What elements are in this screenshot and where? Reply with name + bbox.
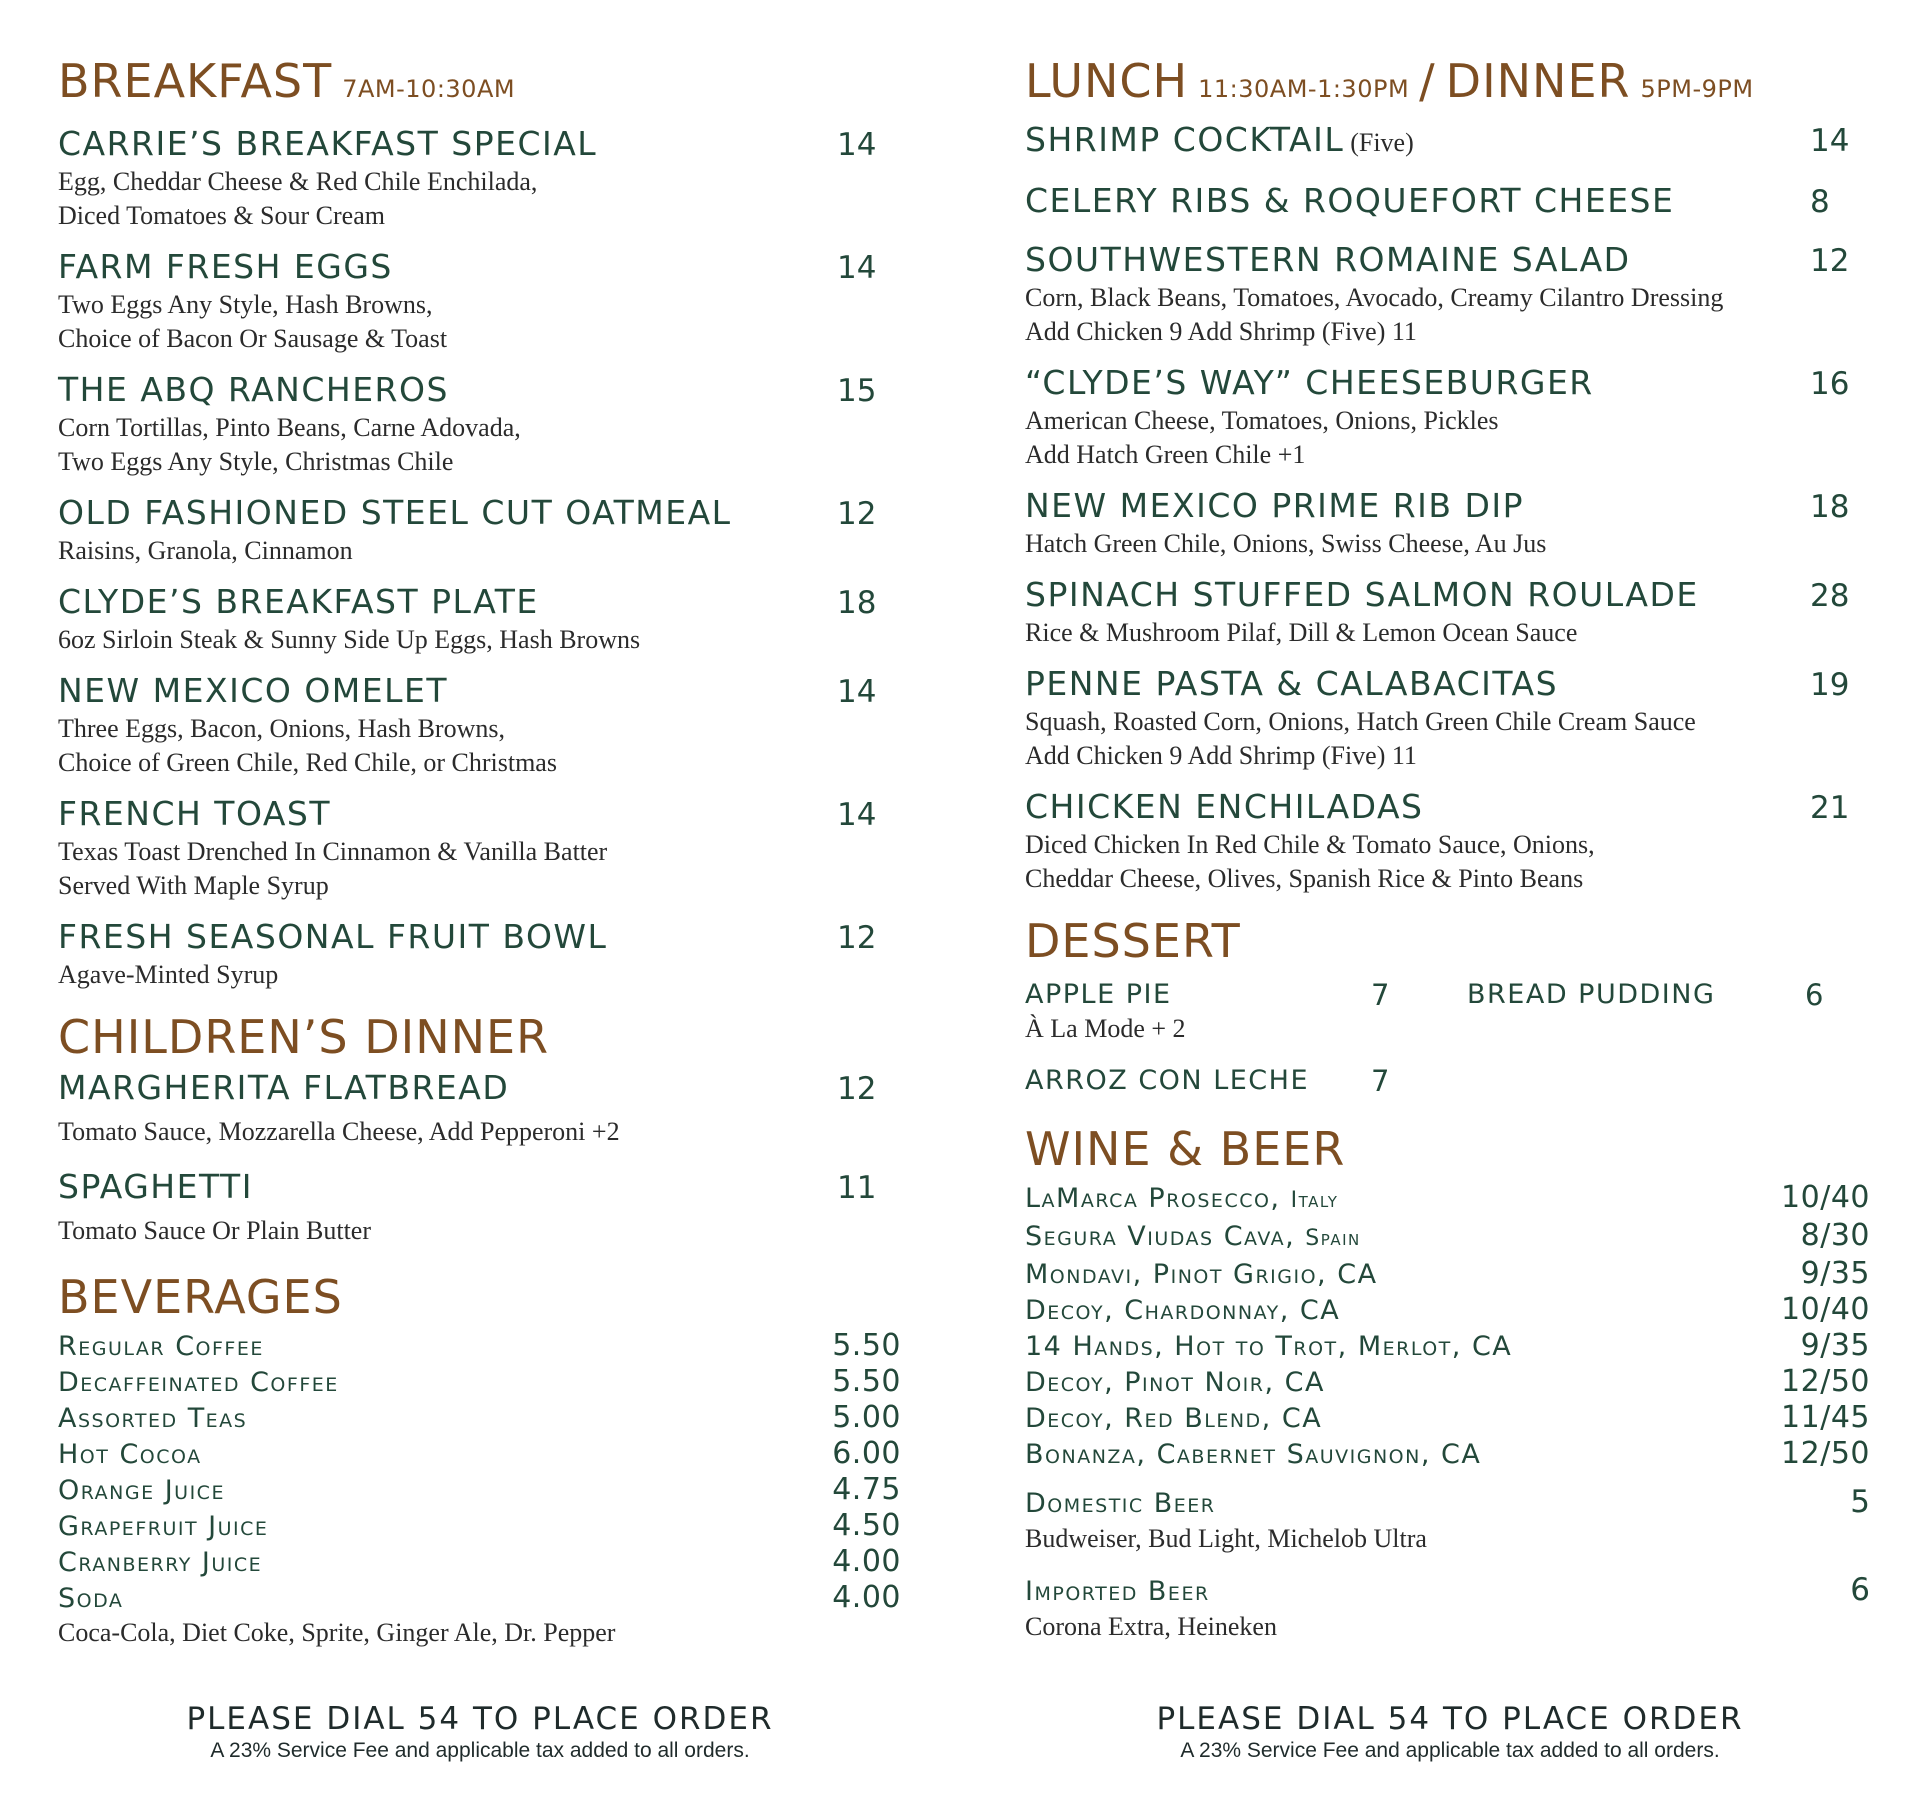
menu-item-header [58, 370, 893, 411]
imported-beer-price: 6 [1850, 1572, 1870, 1608]
menu-item [1025, 240, 1870, 349]
menu-item-description: Agave-Minted Syrup [58, 960, 279, 989]
menu-item [1025, 181, 1870, 222]
wine-name: Decoy, Pinot Noir, CA [1025, 1367, 1325, 1398]
menu-item-description: Cheddar Cheese, Olives, Spanish Rice & Pinto Beans [1025, 864, 1584, 893]
menu-item-description: Two Eggs Any Style, Christmas Chile [58, 447, 454, 476]
dessert-arroz [1025, 1064, 1395, 1098]
menu-item-header [58, 493, 893, 534]
domestic-beer-desc: Budweiser, Bud Light, Michelob Ultra [1025, 1524, 1427, 1553]
menu-item-description: Egg, Cheddar Cheese & Red Chile Enchilada, [58, 167, 538, 196]
menu-item-description: Tomato Sauce Or Plain Butter [58, 1216, 372, 1245]
beverage-price: 4.50 [832, 1508, 901, 1543]
breakfast-heading [58, 50, 893, 120]
menu-item-name: SPINACH STUFFED SALMON ROULADE [1025, 575, 1699, 614]
menu-item-description: Three Eggs, Bacon, Onions, Hash Browns, [58, 714, 505, 743]
menu-item-name: CHICKEN ENCHILADAS [1025, 787, 1424, 826]
menu-item-price: 8 [1810, 184, 1830, 220]
beverage-price: 5.50 [832, 1328, 901, 1363]
wine-name: LaMarca Prosecco, [1025, 1183, 1291, 1214]
menu-item [58, 1167, 893, 1248]
footer-right-sub: A 23% Service Fee and applicable tax added to all orders. [1180, 1739, 1720, 1762]
wine-price: 11/45 [1781, 1400, 1870, 1435]
arroz-name: ARROZ CON LECHE [1025, 1065, 1310, 1096]
dessert-bread-pudding [1467, 978, 1867, 1012]
menu-item-title [1025, 240, 1631, 280]
menu-item [58, 794, 893, 903]
menu-item-title [58, 917, 607, 957]
menu-item-title [58, 493, 732, 533]
menu-item-name: PENNE PASTA & CALABACITAS [1025, 664, 1559, 703]
menu-item-name: FARM FRESH EGGS [58, 247, 393, 286]
wine-row [1025, 1292, 1870, 1328]
menu-item-price: 19 [1810, 667, 1850, 703]
menu-item-header [58, 247, 893, 288]
beverage-row [58, 1328, 901, 1364]
dessert-heading: DESSERT [1025, 914, 1241, 968]
menu-item-description: Diced Chicken In Red Chile & Tomato Sauce, Onions, [1025, 830, 1595, 859]
left-column [58, 50, 901, 1650]
menu-item [58, 247, 893, 356]
menu-item [58, 370, 893, 479]
beverage-row [58, 1364, 901, 1400]
beverage-name: Decaffeinated Coffee [58, 1367, 339, 1398]
menu-item-price: 18 [1810, 489, 1850, 525]
wine-row [1025, 1364, 1870, 1400]
menu-item-description: Two Eggs Any Style, Hash Browns, [58, 290, 433, 319]
menu-item-header [58, 1167, 893, 1208]
wine-label [1025, 1329, 1512, 1364]
domestic-beer [1025, 1484, 1870, 1556]
menu-item-price: 28 [1810, 578, 1850, 614]
menu-item-price: 12 [837, 496, 877, 532]
menu-item-description: Squash, Roasted Corn, Onions, Hatch Green Chile Cream Sauce [1025, 707, 1696, 736]
apple-pie-desc: À La Mode + 2 [1025, 1014, 1186, 1043]
lunch-hours: 11:30AM-1:30PM [1198, 75, 1410, 103]
menu-item-header [58, 1068, 893, 1109]
menu-item-name: SPAGHETTI [58, 1167, 253, 1206]
wine-label [1025, 1257, 1378, 1292]
menu-item-title [58, 124, 597, 164]
menu-item-price: 11 [837, 1170, 877, 1206]
beverage-price: 6.00 [832, 1436, 901, 1471]
breakfast-hours: 7AM-10:30AM [342, 75, 516, 103]
menu-item-header [58, 671, 893, 712]
menu-item-description: Tomato Sauce, Mozzarella Cheese, Add Pepperoni +2 [58, 1117, 620, 1146]
menu-item-header [58, 124, 893, 165]
beverage-name: Assorted Teas [58, 1403, 248, 1434]
menu-item [58, 582, 893, 657]
menu-item-price: 14 [1810, 123, 1850, 159]
soda-description: Coca-Cola, Diet Coke, Sprite, Ginger Ale, Dr. Pepper [58, 1618, 616, 1647]
menu-item [58, 1068, 893, 1149]
menu-item-price: 14 [837, 797, 877, 833]
menu-item-title [58, 582, 539, 622]
beverage-price: 4.00 [832, 1580, 901, 1615]
menu-item [1025, 486, 1870, 561]
menu-item [1025, 363, 1870, 472]
menu-item-price: 14 [837, 250, 877, 286]
beverage-row [58, 1400, 901, 1436]
menu-item-header [1025, 486, 1870, 527]
children-list [58, 1068, 893, 1248]
wine-price: 10/40 [1781, 1180, 1870, 1215]
imported-beer-desc: Corona Extra, Heineken [1025, 1612, 1277, 1641]
beverage-name: Regular Coffee [58, 1331, 264, 1362]
menu-item-description: Choice of Green Chile, Red Chile, or Christmas [58, 748, 557, 777]
beverage-price: 5.00 [832, 1400, 901, 1435]
menu-item-title [1025, 181, 1674, 221]
menu-item-header [58, 794, 893, 835]
domestic-beer-row [1025, 1484, 1870, 1522]
menu-item-name: NEW MEXICO PRIME RIB DIP [1025, 486, 1525, 525]
lunch-list [1025, 120, 1870, 896]
menu-item-title [58, 1068, 509, 1108]
wine-label [1025, 1219, 1361, 1256]
wine-price: 9/35 [1800, 1256, 1870, 1291]
menu-item-title [1025, 363, 1594, 403]
menu-item-name: CARRIE’S BREAKFAST SPECIAL [58, 124, 598, 163]
wine-price: 12/50 [1781, 1436, 1870, 1471]
wine-price: 12/50 [1781, 1364, 1870, 1399]
menu-item-header [1025, 363, 1870, 404]
menu-item-price: 12 [837, 920, 877, 956]
beverage-price: 5.50 [832, 1364, 901, 1399]
menu-item-description: Add Chicken 9 Add Shrimp (Five) 11 [1025, 317, 1417, 346]
menu-item-description: Raisins, Granola, Cinnamon [58, 536, 353, 565]
menu-item-header [1025, 181, 1870, 222]
menu-item-description: American Cheese, Tomatoes, Onions, Pickles [1025, 406, 1499, 435]
menu-item-name: CLYDE’S BREAKFAST PLATE [58, 582, 539, 621]
menu-item-title [58, 370, 449, 410]
beverage-row [58, 1544, 901, 1580]
wine-region: Spain [1305, 1226, 1361, 1251]
wine-row [1025, 1400, 1870, 1436]
wine-label [1025, 1437, 1481, 1472]
menu-item-price: 16 [1810, 366, 1850, 402]
menu-item [1025, 787, 1870, 896]
menu-item [1025, 664, 1870, 773]
beverage-row [58, 1580, 901, 1616]
wine-label [1025, 1181, 1338, 1218]
menu-item-title [58, 1167, 253, 1207]
menu-item-title [1025, 120, 1414, 163]
menu-item [58, 493, 893, 568]
menu-item-description: Add Chicken 9 Add Shrimp (Five) 11 [1025, 741, 1417, 770]
menu-item-description: Corn, Black Beans, Tomatoes, Avocado, Creamy Cilantro Dressing [1025, 283, 1724, 312]
menu-item-name: “CLYDE’S WAY” CHEESEBURGER [1025, 363, 1594, 402]
beverage-price: 4.75 [832, 1472, 901, 1507]
wine-name: Decoy, Red Blend, CA [1025, 1403, 1323, 1434]
wine-price: 10/40 [1781, 1292, 1870, 1327]
children-heading: CHILDREN’S DINNER [58, 1010, 550, 1064]
wine-name: Mondavi, Pinot Grigio, CA [1025, 1259, 1378, 1290]
imported-beer [1025, 1572, 1870, 1644]
menu-item-header [1025, 240, 1870, 281]
menu-item-name: NEW MEXICO OMELET [58, 671, 449, 710]
beverage-row [58, 1436, 901, 1472]
breakfast-title: BREAKFAST [58, 54, 333, 108]
beverage-row [58, 1508, 901, 1544]
menu-item-description: 6oz Sirloin Steak & Sunny Side Up Eggs, Hash Browns [58, 625, 641, 654]
menu-item [1025, 575, 1870, 650]
menu-item-title [1025, 575, 1699, 615]
menu-item [1025, 120, 1870, 163]
menu-item-price: 15 [837, 373, 877, 409]
wine-label [1025, 1365, 1325, 1400]
heading-separator: / [1419, 54, 1436, 108]
lunch-title: LUNCH [1025, 54, 1189, 108]
wine-name: Decoy, Chardonnay, CA [1025, 1295, 1341, 1326]
wine-row [1025, 1256, 1870, 1292]
apple-pie-price: 7 [1371, 978, 1390, 1012]
menu-item-price: 18 [837, 585, 877, 621]
menu-item [58, 671, 893, 780]
menu-item-header [58, 582, 893, 623]
wine-price: 8/30 [1800, 1218, 1870, 1253]
menu-item-description: Choice of Bacon Or Sausage & Toast [58, 324, 448, 353]
wine-row [1025, 1180, 1870, 1218]
dessert-grid [1025, 972, 1870, 1112]
menu-item-price: 21 [1810, 790, 1850, 826]
wine-region: Italy [1290, 1188, 1339, 1213]
bread-pudding-price: 6 [1805, 978, 1824, 1012]
menu-item-name: OLD FASHIONED STEEL CUT OATMEAL [58, 493, 732, 532]
menu-item-header [1025, 120, 1870, 163]
wine-label [1025, 1293, 1340, 1328]
menu-item-description: Rice & Mushroom Pilaf, Dill & Lemon Ocean Sauce [1025, 618, 1578, 647]
apple-pie-name: APPLE PIE [1025, 979, 1172, 1010]
menu-item-description: Corn Tortillas, Pinto Beans, Carne Adovada, [58, 413, 521, 442]
breakfast-list [58, 124, 893, 992]
beverage-list [58, 1328, 901, 1616]
wine-row [1025, 1436, 1870, 1472]
menu-item-title [58, 247, 393, 287]
wine-row [1025, 1328, 1870, 1364]
domestic-beer-name: Domestic Beer [1025, 1488, 1216, 1519]
arroz-price: 7 [1371, 1064, 1390, 1098]
wine-list [1025, 1180, 1870, 1472]
footer-left-sub: A 23% Service Fee and applicable tax added to all orders. [210, 1739, 750, 1762]
menu-item-description: Add Hatch Green Chile +1 [1025, 440, 1306, 469]
domestic-beer-price: 5 [1850, 1484, 1870, 1520]
menu-item-price: 14 [837, 127, 877, 163]
footer-left-main: PLEASE DIAL 54 TO PLACE ORDER [186, 1701, 774, 1737]
imported-beer-row [1025, 1572, 1870, 1610]
menu-item-name: SOUTHWESTERN ROMAINE SALAD [1025, 240, 1631, 279]
menu-item-description: Texas Toast Drenched In Cinnamon & Vanilla Batter [58, 837, 608, 866]
menu-item-description: Diced Tomatoes & Sour Cream [58, 201, 385, 230]
menu-item-header [58, 917, 893, 958]
menu-item-title [1025, 486, 1524, 526]
beverages-heading: BEVERAGES [58, 1270, 343, 1324]
menu-item-description: Hatch Green Chile, Onions, Swiss Cheese, Au Jus [1025, 529, 1547, 558]
beverage-name: Hot Cocoa [58, 1439, 202, 1470]
imported-beer-name: Imported Beer [1025, 1576, 1210, 1607]
footer-left [130, 1700, 830, 1764]
beverage-name: Cranberry Juice [58, 1547, 263, 1578]
menu-item-name: MARGHERITA FLATBREAD [58, 1068, 510, 1107]
dessert-apple-pie [1025, 978, 1395, 1046]
wine-label [1025, 1401, 1322, 1436]
wine-name: 14 Hands, Hot to Trot, Merlot, CA [1025, 1331, 1513, 1362]
lunch-dinner-heading [1025, 50, 1870, 120]
beverage-name: Soda [58, 1583, 124, 1614]
menu-item-header [1025, 664, 1870, 705]
menu-item-name: THE ABQ RANCHEROS [58, 370, 449, 409]
menu-item-title [1025, 787, 1424, 827]
wine-heading: WINE & BEER [1025, 1122, 1346, 1176]
beverage-name: Orange Juice [58, 1475, 225, 1506]
menu-item [58, 124, 893, 233]
beverage-price: 4.00 [832, 1544, 901, 1579]
beverage-row [58, 1472, 901, 1508]
wine-name: Bonanza, Cabernet Sauvignon, CA [1025, 1439, 1482, 1470]
menu-item-header [1025, 575, 1870, 616]
bread-pudding-name: BREAD PUDDING [1467, 979, 1716, 1010]
menu-item-title [58, 794, 331, 834]
wine-name: Segura Viudas Cava, [1025, 1221, 1306, 1252]
menu-item-note: (Five) [1350, 128, 1414, 157]
dinner-title: DINNER [1445, 54, 1631, 108]
menu-item-header [1025, 787, 1870, 828]
footer-right-main: PLEASE DIAL 54 TO PLACE ORDER [1156, 1701, 1744, 1737]
menu-item-title [1025, 664, 1558, 704]
dinner-hours: 5PM-9PM [1640, 75, 1754, 103]
footer-right [1100, 1700, 1800, 1764]
menu-item [58, 917, 893, 992]
wine-row [1025, 1218, 1870, 1256]
wine-price: 9/35 [1800, 1328, 1870, 1363]
beverage-name: Grapefruit Juice [58, 1511, 269, 1542]
menu-item-name: FRESH SEASONAL FRUIT BOWL [58, 917, 608, 956]
menu-item-name: CELERY RIBS & ROQUEFORT CHEESE [1025, 181, 1675, 220]
right-column [1025, 50, 1870, 1644]
menu-item-name: FRENCH TOAST [58, 794, 332, 833]
menu-item-name: SHRIMP COCKTAIL [1025, 120, 1345, 159]
menu-item-description: Served With Maple Syrup [58, 871, 329, 900]
menu-item-price: 12 [1810, 243, 1850, 279]
menu-item-price: 12 [837, 1071, 877, 1107]
menu-item-price: 14 [837, 674, 877, 710]
menu-item-title [58, 671, 448, 711]
